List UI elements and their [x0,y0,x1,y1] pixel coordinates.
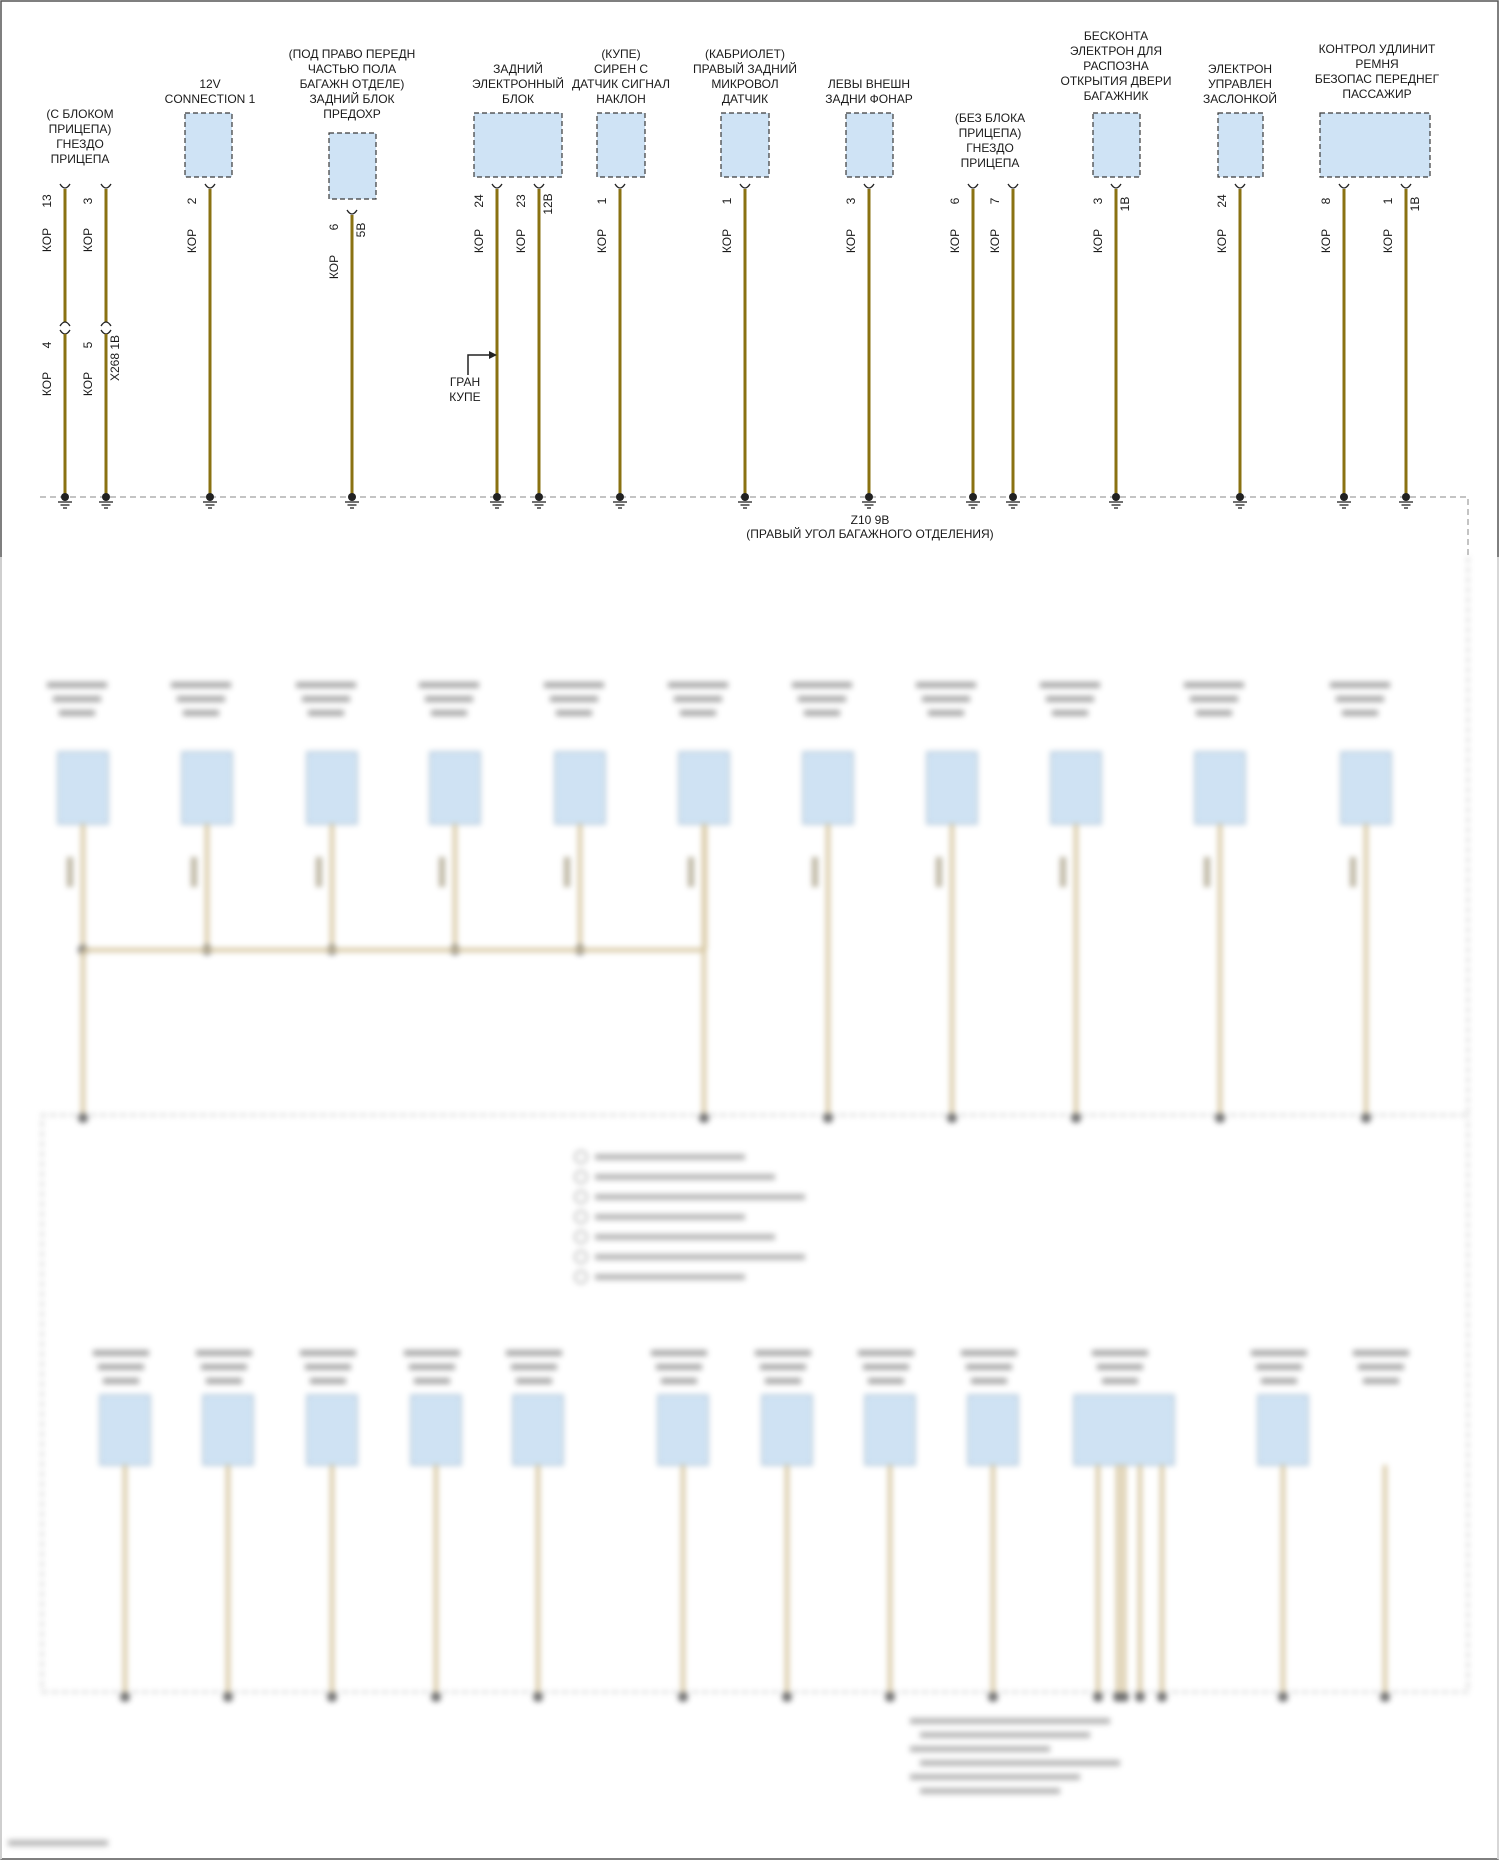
component-c11 [1315,42,1440,177]
pin-number: 6 [327,223,341,231]
blurred-component [1040,682,1101,1123]
pin-number: 3 [844,197,858,205]
pin-sub-label: 1B [1118,196,1132,212]
component-label: ЗАДНИЙ [493,62,543,76]
gran-marker [449,351,497,404]
ground-icon [99,493,113,508]
component-label: МИКРОВОЛ [711,77,779,91]
connector-icon [740,184,750,188]
component-label: ПРЕДОХР [323,107,381,121]
component-box [185,113,232,177]
connector-icon [492,184,502,188]
blurred-component [506,1350,563,1702]
connector-icon [347,210,357,214]
pin-number: 5 [81,341,95,349]
blurred-lower-section [8,557,1468,1846]
wire [185,184,217,508]
pin-sub-label: 12B [541,193,555,215]
component-label: (БЕЗ БЛОКА [954,111,1026,125]
wire-color-label: КОР [81,371,95,397]
ground-label-2: (ПРАВЫЙ УГОЛ БАГАЖНОГО ОТДЕЛЕНИЯ) [746,527,994,541]
component-label: РЕМНЯ [1355,57,1399,71]
component-c9 [1061,29,1172,177]
wire [1091,184,1132,508]
component-label: 12V [199,77,221,91]
wire-color-label: КОР [40,227,54,253]
pin-number: 6 [948,197,962,205]
top-section [40,29,1468,557]
component-c10 [1203,62,1277,177]
ground-icon [1006,493,1020,508]
ground-icon [532,493,546,508]
blurred-component [1074,1350,1174,1702]
pin-number: 4 [40,341,54,349]
connector-icon [101,322,111,326]
wire [1319,184,1351,508]
ground-icon [1233,493,1247,508]
wire [844,184,876,508]
component-label: CONNECTION 1 [164,92,256,106]
connector-icon [534,184,544,188]
ground-icon [1399,493,1413,508]
blurred-component [296,682,357,955]
blurred-component [792,682,853,1123]
blurred-component [755,1350,812,1702]
wire-color-label: КОР [595,228,609,254]
connector-icon [60,322,70,326]
component-c8 [955,111,1025,170]
wire [988,184,1020,508]
connector-icon [60,184,70,188]
connector-icon [615,184,625,188]
wire [720,184,752,508]
ground-icon [58,493,72,508]
pin-number: 1 [720,197,734,205]
ground-icon [345,493,359,508]
gran-label-1: ГРАН [449,375,481,389]
component-label: ПРИЦЕПА [50,152,110,166]
blurred-component [668,682,729,1123]
component-label: УПРАВЛЕН [1208,77,1272,91]
blurred-component [47,682,108,955]
wire [514,184,555,508]
blurred-component [1353,1350,1409,1702]
wire-color-label: КОР [1091,228,1105,254]
wire-color-label: КОР [1381,228,1395,254]
blurred-component [651,1350,708,1702]
pin-number: 2 [185,197,199,205]
component-label: ЭЛЕКТРОН ДЛЯ [1069,44,1163,58]
component-label: ЛЕВЫ ВНЕШН [827,77,911,91]
gran-label-2: КУПЕ [449,390,481,404]
component-c3 [289,47,416,199]
pin-number: 3 [81,197,95,205]
component-label: НАКЛОН [596,92,646,106]
connector-icon [1008,184,1018,188]
component-label: РАСПОЗНА [1083,59,1149,73]
component-label: ЗАДНИ ФОНАР [825,92,913,106]
wire-color-label: КОР [988,228,1002,254]
component-label: БЕСКОНТА [1083,29,1149,43]
pin-sub-label: 1B [1408,196,1422,212]
connector-icon [101,184,111,188]
blurred-component [93,1350,150,1702]
wire-color-label: КОР [327,254,341,280]
wire-color-label: КОР [1215,228,1229,254]
wire [1215,184,1247,508]
connector-label: X268 1B [108,334,122,382]
wire [472,184,504,508]
wire [81,184,122,508]
blurred-component [404,1350,461,1702]
component-c6 [693,47,797,177]
wire [595,184,627,508]
ground-icon [738,493,752,508]
connector-icon [60,330,70,334]
connector-icon [101,330,111,334]
component-label: (КУПЕ) [601,47,641,61]
wire [327,210,368,508]
component-c4 [472,61,564,177]
component-label: ЭЛЕКТРОН [1207,62,1273,76]
pin-number: 7 [988,197,1002,205]
component-label: БАГАЖН ОТДЕЛЕ) [299,77,405,91]
ground-icon [862,493,876,508]
blurred-component [1184,682,1245,1123]
wire-color-label: КОР [472,228,486,254]
blurred-component [961,1350,1018,1702]
pin-number: 1 [595,197,609,205]
component-box [721,113,769,177]
ground-icon [490,493,504,508]
component-label: ПРАВЫЙ ЗАДНИЙ [692,62,798,76]
component-box [597,113,645,177]
component-label: (С БЛОКОМ [46,107,114,121]
component-label: ПАССАЖИР [1342,87,1412,101]
blurred-component [171,682,232,955]
blurred-component [419,682,480,955]
connector-icon [1111,184,1121,188]
blurred-component [196,1350,253,1702]
component-c5 [572,47,670,177]
component-label: БЛОК [501,92,535,106]
pin-number: 3 [1091,197,1105,205]
component-box [329,133,376,199]
component-label: БАГАЖНИК [1083,89,1149,103]
component-label: БЕЗОПАС ПЕРЕДНЕГ [1314,72,1440,86]
blurred-component [858,1350,915,1702]
ground-icon [613,493,627,508]
blurred-component [544,682,605,955]
connector-icon [1401,184,1411,188]
wire-color-label: КОР [514,228,528,254]
component-label: ГНЕЗДО [966,141,1014,155]
wire-color-label: КОР [185,228,199,254]
component-label: КОНТРОЛ УДЛИНИТ [1318,42,1436,56]
ground-label-1: Z10 9B [850,513,890,527]
component-label: ЗАСЛОНКОЙ [1203,92,1277,106]
ground-icon [1109,493,1123,508]
pin-number: 23 [514,194,528,208]
pin-number: 24 [472,194,486,208]
component-label: СИРЕН С [594,62,648,76]
component-label: ЗАДНИЙ БЛОК [309,92,395,106]
component-label: ОТКРЫТИЯ ДВЕРИ [1060,74,1172,88]
blurred-component [300,1350,357,1702]
connector-icon [864,184,874,188]
component-label: ДАТЧИК [721,92,769,106]
connector-icon [205,184,215,188]
wire-color-label: КОР [1319,228,1333,254]
component-label: ГНЕЗДО [56,137,104,151]
component-label: ДАТЧИК СИГНАЛ [571,77,671,91]
wire [948,184,980,508]
ground-icon [1337,493,1351,508]
component-c7 [825,77,913,177]
wire-color-label: КОР [948,228,962,254]
wire-color-label: КОР [40,371,54,397]
blurred-component [916,682,977,1123]
wire-color-label: КОР [81,227,95,253]
connector-icon [968,184,978,188]
wire [40,184,72,508]
pin-sub-label: 5B [354,222,368,238]
component-box [1093,113,1140,177]
component-box [846,113,893,177]
connector-icon [1339,184,1349,188]
component-c1 [46,107,113,166]
pin-number: 8 [1319,197,1333,205]
pin-number: 24 [1215,194,1229,208]
component-label: (КАБРИОЛЕТ) [705,47,785,61]
pin-number: 13 [40,194,54,208]
wire-color-label: КОР [720,228,734,254]
pin-number: 1 [1381,197,1395,205]
component-box [1320,113,1430,177]
component-label: (ПОД ПРАВО ПЕРЕДН [288,47,416,61]
wire-color-label: КОР [844,228,858,254]
wire [1381,184,1422,508]
component-box [474,113,562,177]
component-c2 [165,77,256,177]
blurred-component [1251,1350,1308,1702]
component-box [1218,113,1263,177]
blurred-component [1330,682,1391,1123]
component-label: ПРИЦЕПА) [48,122,112,136]
component-label: ПРИЦЕПА [960,156,1020,170]
component-label: ЭЛЕКТРОННЫЙ [471,77,565,91]
component-label: ЧАСТЬЮ ПОЛА [307,62,397,76]
component-label: ПРИЦЕПА) [958,126,1022,140]
ground-icon [203,493,217,508]
connector-icon [1235,184,1245,188]
ground-icon [966,493,980,508]
